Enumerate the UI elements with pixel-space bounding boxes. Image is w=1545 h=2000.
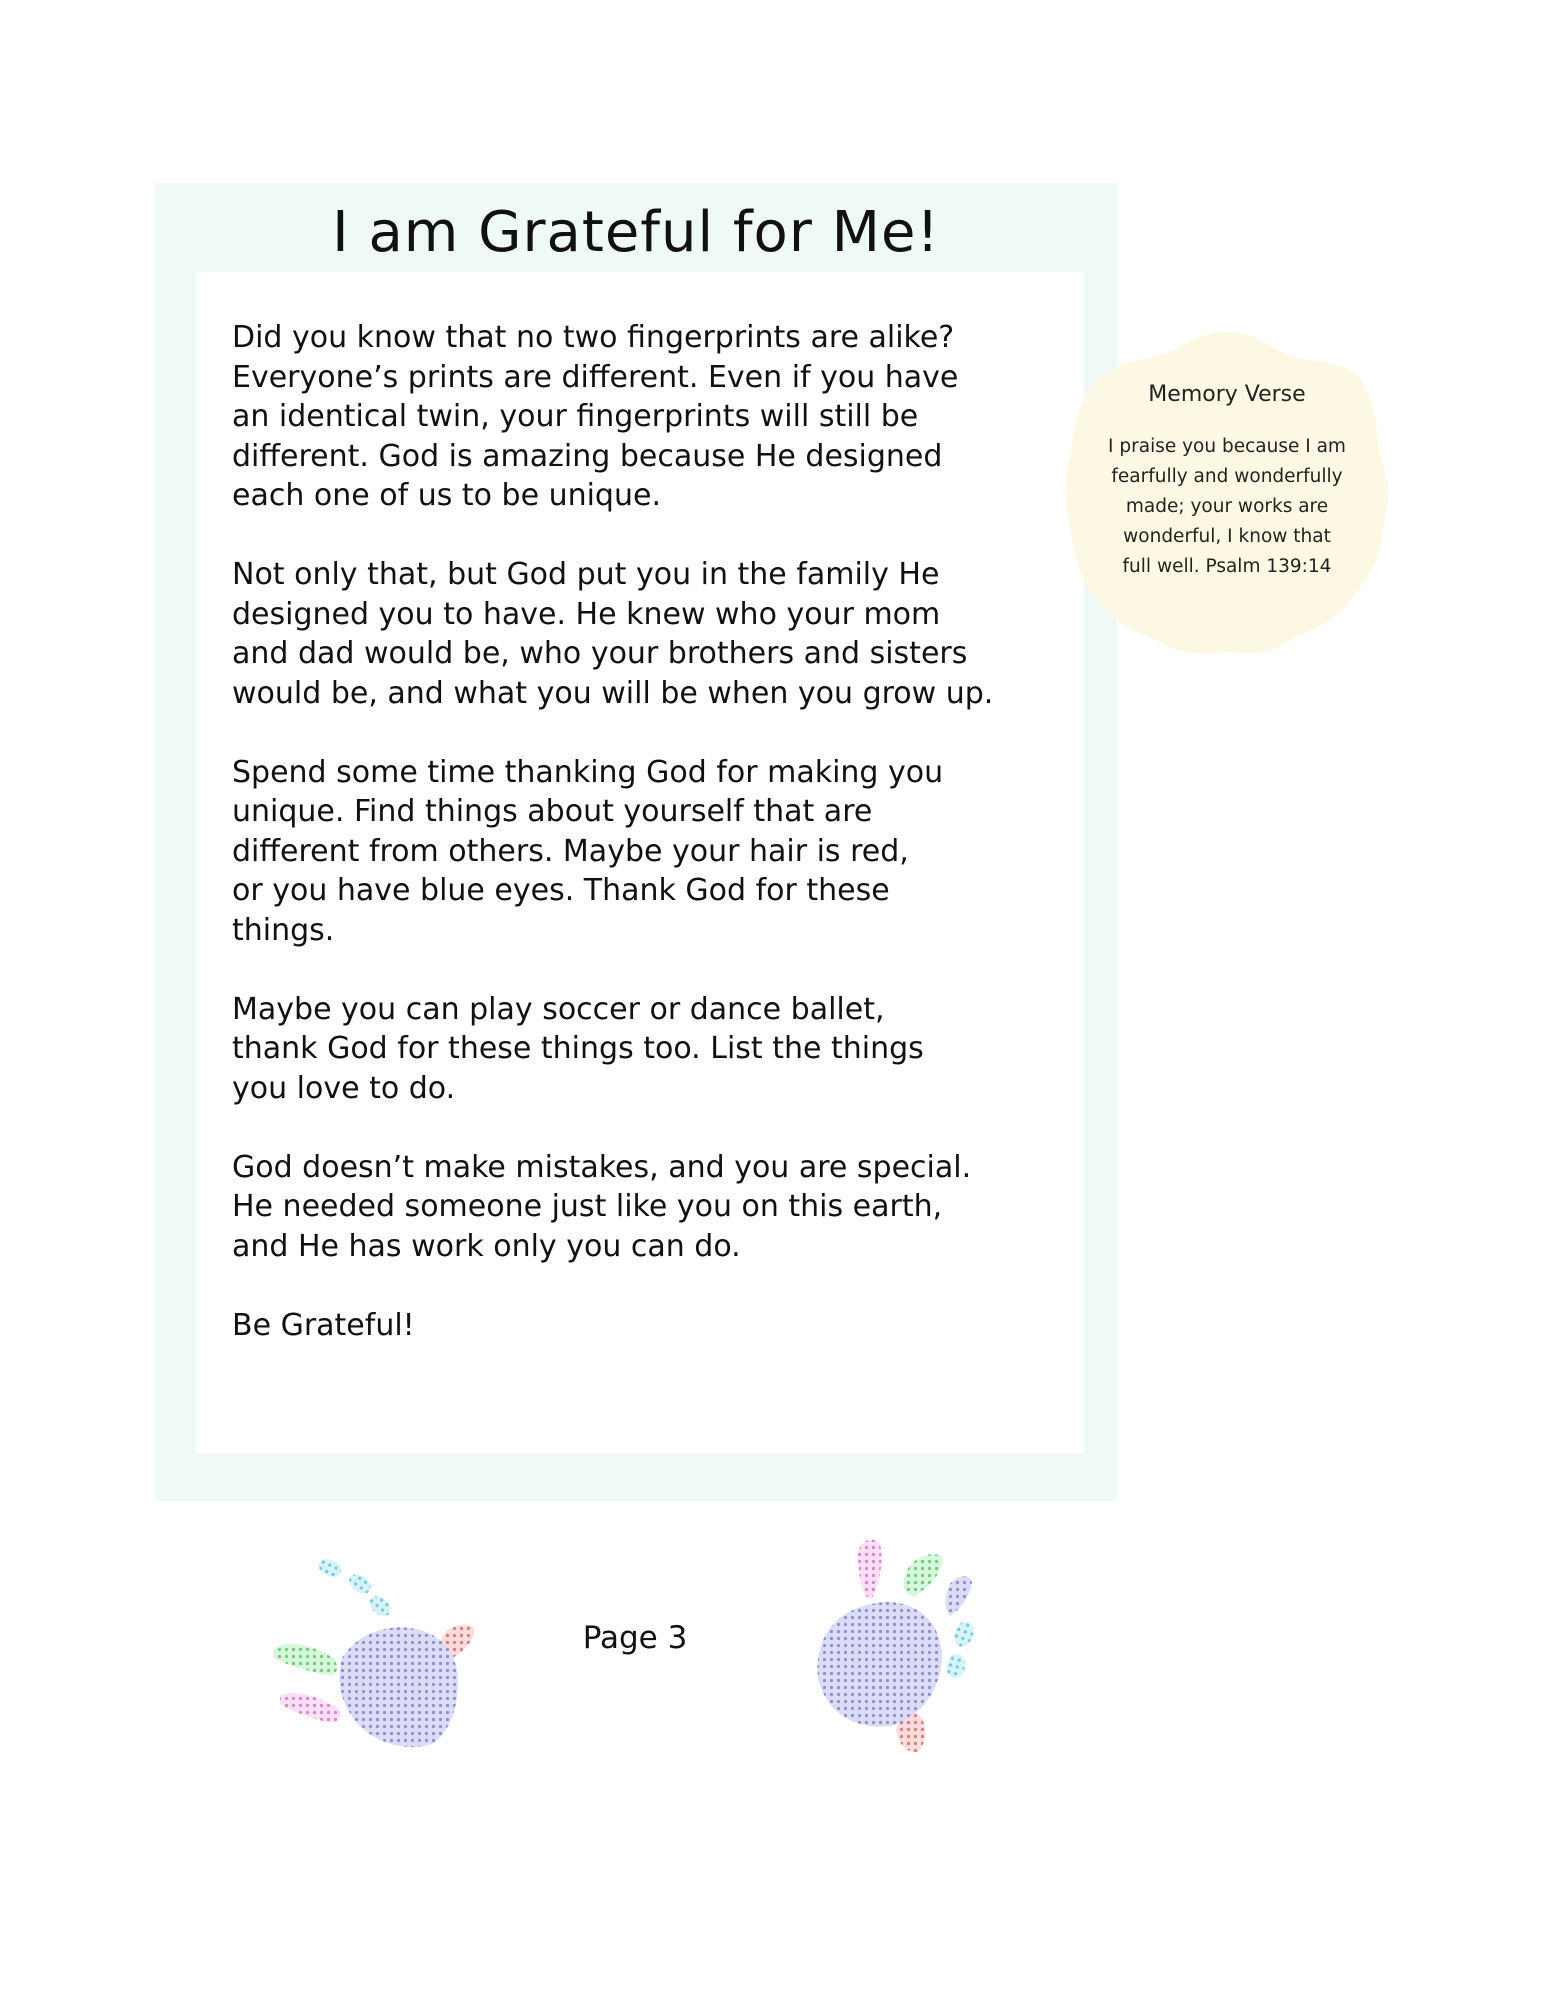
paragraph-fingerprints: Did you know that no two fingerprints are alike? Everyone’s prints are different. Even if you have an identical twin, your fingerprints will still be different. God is amazing because He designed each one of us to be unique. [232,320,959,513]
memory-verse-badge [1062,330,1392,660]
body-text [232,318,1062,1385]
page-title: I am Grateful for Me! [332,200,940,265]
paragraph-activities: Maybe you can play soccer or dance ballet, thank God for these things too. List the things you love to do. [232,991,924,1106]
paragraph-special: God doesn’t make mistakes, and you are special. He needed someone just like you on this earth, and He has work only you can do. [232,1149,972,1264]
paragraph-closing: Be Grateful! [232,1307,415,1343]
page-number: Page 3 [582,1620,688,1656]
handprint-right-icon [800,1530,1000,1760]
memory-verse-heading: Memory Verse [1148,382,1306,407]
memory-verse-text: I praise you because I am fearfully and wonderfully made; your works are wonderful, I know that full well. Psalm 139:14 [1108,436,1346,577]
paragraph-unique: Spend some time thanking God for making you unique. Find things about yourself that are different from others. Maybe your hair is red, or you have blue eyes. Thank God for these things. [232,754,944,948]
paragraph-family: Not only that, but God put you in the family He designed you to have. He knew who your mom and dad would be, who your brothers and sisters would be, and what you will be when you grow up. [232,557,994,711]
handprint-left-icon [262,1548,492,1748]
